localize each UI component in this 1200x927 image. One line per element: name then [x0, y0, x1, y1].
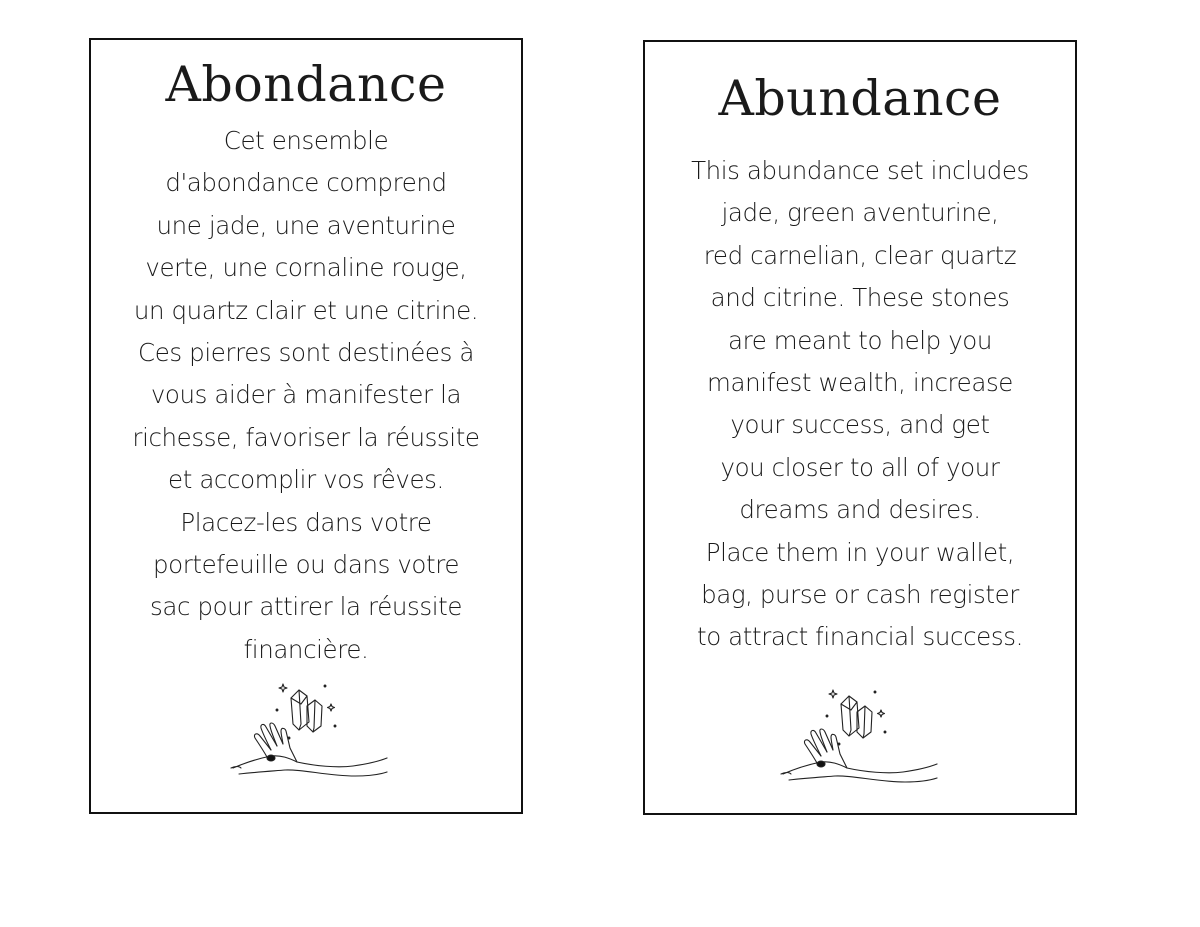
description-line: Place them in your wallet, — [705, 537, 1015, 567]
description-line: richesse, favoriser la réussite — [132, 422, 480, 452]
description-line: un quartz clair et une citrine. — [133, 295, 479, 325]
description-line: une jade, une aventurine — [156, 210, 456, 240]
description-line: sac pour attirer la réussite — [149, 592, 463, 622]
hand-crystals-icon — [777, 682, 947, 792]
french-card — [89, 38, 523, 814]
card-description — [639, 150, 1081, 659]
description-line: you closer to all of your — [720, 452, 1000, 482]
description-line: Placez-les dans votre — [180, 507, 432, 537]
description-line: jade, green aventurine, — [721, 198, 999, 228]
description-line: dreams and desires. — [739, 495, 981, 525]
card-title: Abondance — [165, 56, 447, 113]
english-card — [643, 40, 1077, 815]
description-line: bag, purse or cash register — [701, 580, 1019, 610]
description-line: et accomplir vos rêves. — [168, 465, 444, 495]
description-line: and citrine. These stones — [710, 283, 1010, 313]
description-line: portefeuille ou dans votre — [152, 550, 460, 580]
description-line: financière. — [243, 634, 369, 664]
description-line: Cet ensemble — [223, 126, 389, 155]
card-title: Abundance — [718, 70, 1002, 127]
description-line: red carnelian, clear quartz — [703, 240, 1017, 270]
description-line: to attract financial success. — [697, 622, 1023, 652]
description-line: verte, une cornaline rouge, — [145, 253, 467, 283]
description-line: manifest wealth, increase — [707, 368, 1013, 398]
description-line: d'abondance comprend — [165, 168, 447, 198]
description-line: your success, and get — [730, 410, 990, 440]
description-line: vous aider à manifester la — [150, 380, 462, 410]
hand-crystals-icon — [227, 676, 397, 786]
description-line: This abundance set includes — [691, 156, 1029, 185]
description-line: Ces pierres sont destinées à — [138, 338, 474, 368]
description-line: are meant to help you — [727, 325, 993, 355]
card-description — [85, 120, 527, 671]
